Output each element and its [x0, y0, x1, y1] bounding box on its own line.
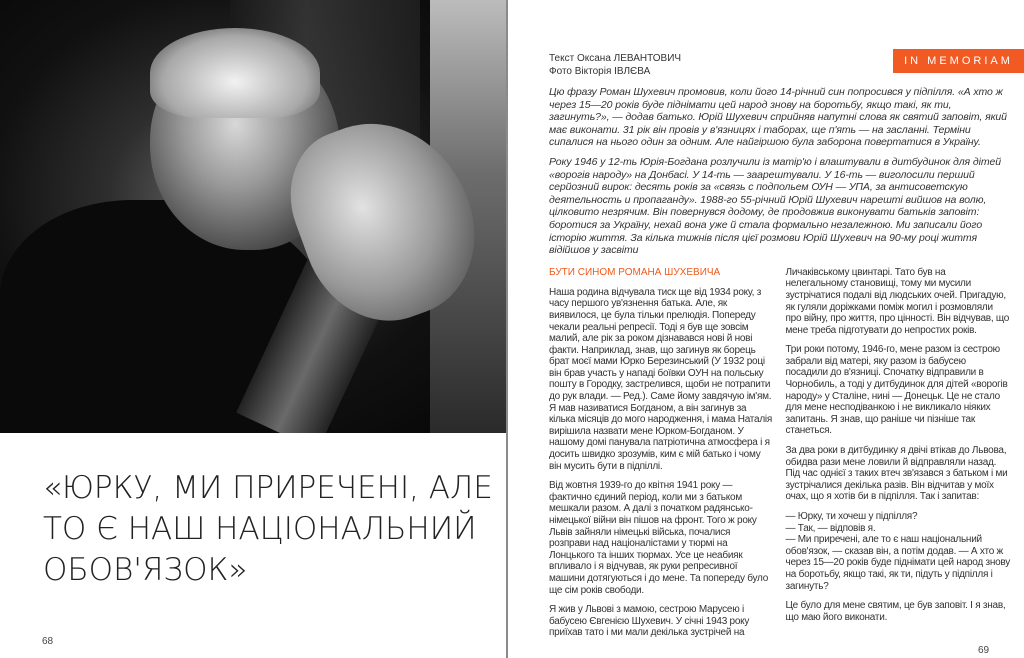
dialogue-line: — Ми приречені, але то є наш національний обов'язок, — сказав він, а потім додав. — А хто ж через 15—20 років буде піднімати цей народ знову на боротьбу, якщо такі, як ти, підуть у підпілля і загинуть? — [785, 534, 1011, 592]
body-paragraph: За два роки в дитбудинку я двічі втікав до Львова, обидва рази мене ловили й відправляли назад. Під час однієї з таких втеч зв'язався з батьком і ми зустрічалися декілька разів. Він відчитав у моїх очах, що я хотів би в підпілля. Так і запитав: — [785, 445, 1008, 503]
photo-credit-author: Вікторія ІВЛЄВА — [574, 66, 651, 77]
section-heading: БУТИ СИНОМ РОМАНА ШУХЕВИЧА — [549, 266, 721, 278]
page-number-right: 69 — [978, 645, 990, 656]
body-paragraph: Від жовтня 1939-го до квітня 1941 року — фактично єдиний період, коли ми з батьком мешкали разом. А далі з початком радянсько-німецької війни він пішов на фронт. Того ж року Львів зайняли німецькі війська, почалися розправи над націоналістами у тюрмі на Лонцького та інших тюрмах. Усе це неабияк впливало і я відчував, як руки репресивної машини дотягуються і до мене. Та попереду було ще сім років свободи. — [549, 480, 769, 596]
intro-paragraph: Цю фразу Роман Шухевич промовив, коли його 14-річний син попросився у підпілля. «А хто ж через 15—20 років буде піднімати цей народ знову на боротьбу, якщо такі, як ти, загинуть?», — додав батько. Юрій Шухевич сприйняв напутні слова як святий заповіт, який має виконати. 31 рік він провів у в'язницях і таборах, ще п'ять — на засланні. Терміни сипалися на нього один за одним. Але найгіршою була заборона повертатися в Україну. — [549, 86, 1007, 149]
photo-figure-hair — [150, 28, 320, 118]
pull-quote-line: ТО Є НАШ НАЦІОНАЛЬНИЙ — [43, 511, 477, 547]
section-badge: IN MEMORIAM — [893, 49, 1024, 73]
text-credit-author: Оксана ЛЕВАНТОВИЧ — [576, 53, 682, 64]
photo-credit-label: Фото — [549, 66, 572, 77]
page-spine-divider — [506, 0, 508, 658]
text-credit-label: Текст — [549, 53, 575, 64]
portrait-photo — [0, 0, 507, 433]
intro-paragraph: Року 1946 у 12-ть Юрія-Богдана розлучили із матір'ю і влаштували в дитбудинок для дітей «ворогів народу» на Донбасі. У 14-ть — заарештували. У 16-ть — виголосили перший серйозний вирок: десять років за «связь с подпольем ОУН — УПА, за антисоветскую деятельность и пропаганду». 1988-го 55-річний Юрій Шухевич нарешті вийшов на волю, цілковито незрячим. Він повернувся додому, де продовжив виконувати батьків заповіт: боротися за Україну, нехай вона уже й стала формально незалежною. Ми записали його історію життя. За кілька тижнів після цієї розмови Юрій Шухевич на 90-му році життя відійшов у засвіти — [549, 155, 1001, 257]
closing-paragraph: Це було для мене святим, це був заповіт. І я знав, що маю його виконати. — [785, 600, 1006, 623]
body-paragraph: Наша родина відчувала тиск ще від 1934 року, з часу першого ув'язнення батька. Але, як виявилося, це була тільки прелюдія. Попереду чекали реальні репресії. Тоді я був ще зовсім малий, але рік за роком дізнавався нові й нові факти. Наприклад, знав, що загинув як борець брат моєї мами Юрко Березинський (У 1932 році він брав участь у нападі боївки ОУН на польську пошту в Городку, застрелився, щоби не потрапити до рук влади. — Ред.). Саме йому завдячую ім'ям. Я мав називатися Богданом, а він загинув за кілька місяців до мого народження, і мама Наталія вирішила назвати мене Юрком-Богданом. У нашому домі панувала патріотична атмосфера і я досить швидко зрозумів, ким є мій батько і чому він мусить бути в підпіллі. — [549, 286, 773, 472]
pull-quote-line: «ЮРКУ, МИ ПРИРЕЧЕНІ, АЛЕ — [43, 470, 493, 506]
dialogue-line: — Юрку, ти хочеш у підпілля? — [785, 511, 918, 522]
dialogue-line: — Так, — відповів я. — [785, 522, 876, 534]
body-columns — [549, 267, 1010, 639]
body-paragraph: Три роки потому, 1946-го, мене разом із сестрою забрали від матері, яку разом із бабусею посадили до в'язниці. Спочатку відправили в Чорнобиль, а тоді у дитбудинок для дітей «ворогів народу» у Сталіне, нині — Донецьк. Це не стало для мене несподіванкою і не викликало ніяких запитань. Я знав, що раніше чи пізніше так станеться. — [785, 344, 1008, 437]
credits — [549, 52, 681, 78]
page-number-left: 68 — [42, 636, 54, 647]
article-body — [549, 86, 1010, 639]
intro-lead — [549, 86, 1010, 257]
pull-quote — [43, 468, 493, 591]
body-paragraph: Личаківському цвинтарі. Тато був на нелегальному становищі, тому ми мусили зустрічатися подалі від людських очей. Пригадую, як гуляли доріжками поміж могил і розмовляли про війну, про життя, про цінності. Він відчував, що мене треба підготувати до непростих років. — [785, 266, 1010, 336]
dialogue — [786, 511, 1011, 592]
body-paragraph: Я жив у Львові з мамою, сестрою Марусею і бабусею Євгенією Шухевич. У січні 1943 року приїхав тато і ми мали декілька зустрічей на — [549, 604, 750, 639]
pull-quote-line: ОБОВ'ЯЗОК» — [43, 552, 248, 588]
